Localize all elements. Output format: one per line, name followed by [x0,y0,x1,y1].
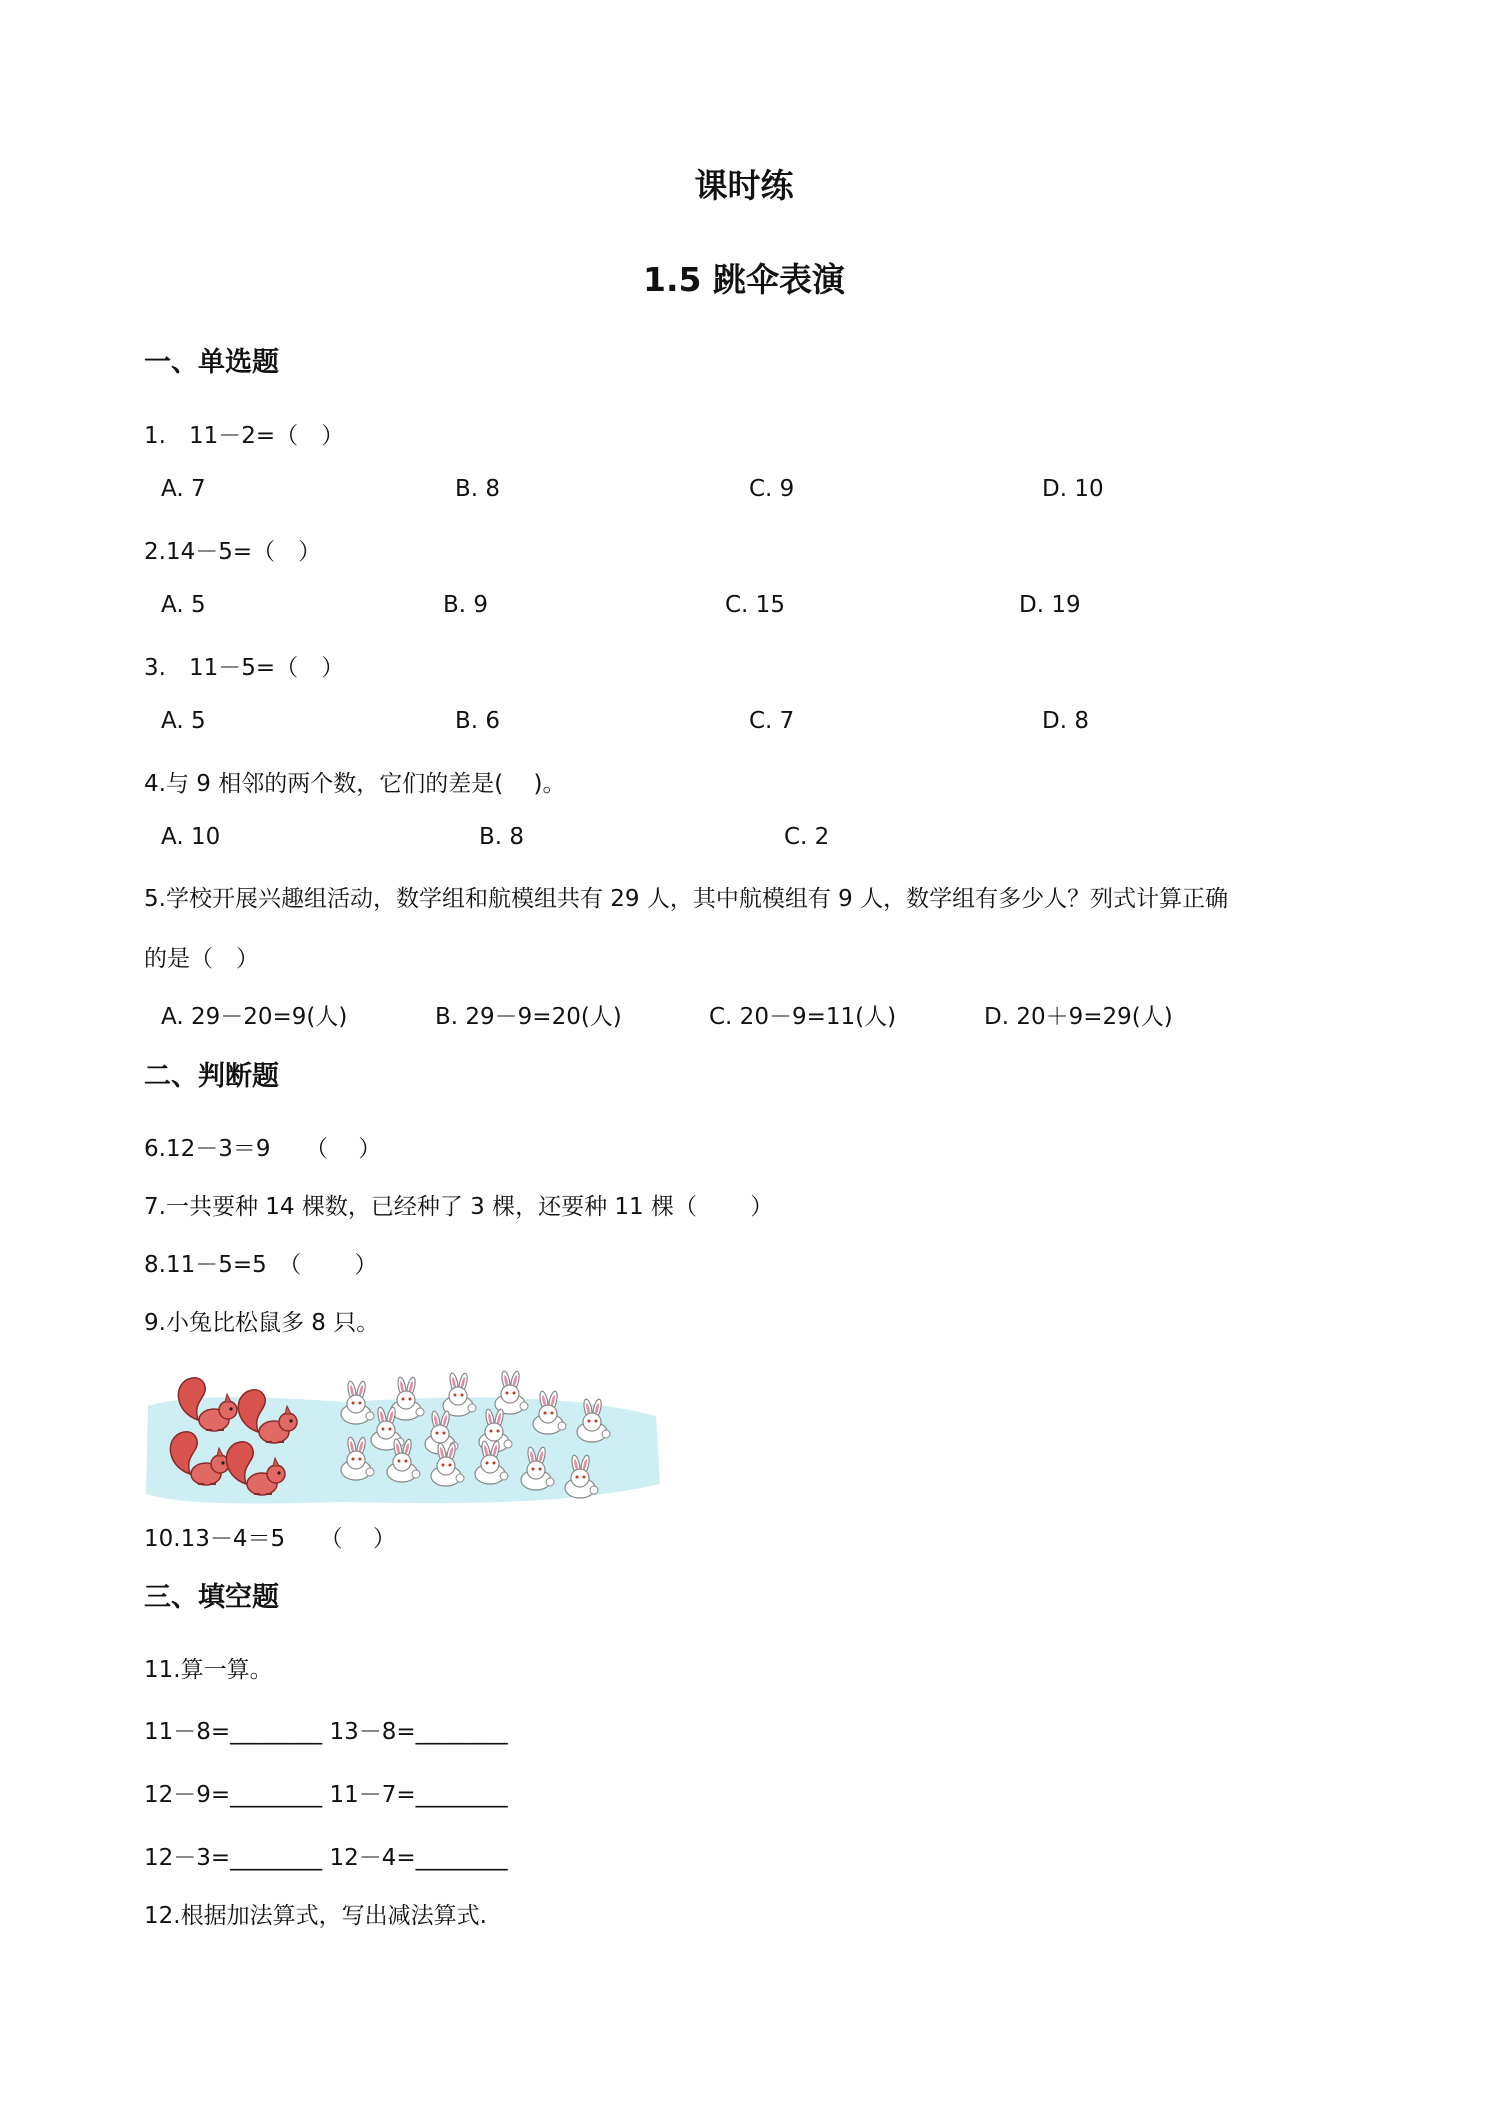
squirrels-rabbits-illustration [144,1366,664,1510]
q3-option-a: A. 5 [161,708,206,734]
question-9: 9.小兔比松鼠多 8 只。 [144,1310,380,1336]
section-single-choice: 一、单选题 [144,347,279,378]
q5-option-c: C. 20－9=11(人) [709,1004,897,1030]
question-1: 1. 11－2=（ ） [144,423,345,449]
question-5-line-2: 的是（ ） [144,946,259,972]
q3-option-b: B. 6 [455,708,501,734]
q1-option-b: B. 8 [455,476,501,502]
q2-option-b: B. 9 [443,592,489,618]
question-5-line-1: 5.学校开展兴趣组活动，数学组和航模组共有 29 人，其中航模组有 9 人，数学组有多少人？列式计算正确 [144,886,1229,912]
question-2: 2.14－5=（ ） [144,539,322,565]
section-true-false: 二、判断题 [144,1061,279,1092]
q3-option-d: D. 8 [1042,708,1089,734]
q5-option-a: A. 29－20=9(人) [161,1004,348,1030]
q11-row-1: 11－8=________ 13－8=________ [144,1719,508,1745]
q4-option-a: A. 10 [161,824,221,850]
q4-option-b: B. 8 [479,824,525,850]
question-8: 8.11－5=5 （ ） [144,1252,378,1278]
page-title: 课时练 [694,166,794,205]
q2-option-c: C. 15 [725,592,785,618]
q4-option-c: C. 2 [784,824,830,850]
section-fill-in: 三、填空题 [144,1582,279,1613]
question-10: 10.13－4＝5 （ ） [144,1526,396,1552]
q5-option-b: B. 29－9=20(人) [435,1004,622,1030]
q3-option-c: C. 7 [749,708,795,734]
q1-option-c: C. 9 [749,476,795,502]
question-6: 6.12－3＝9 （ ） [144,1136,382,1162]
question-3: 3. 11－5=（ ） [144,655,345,681]
q2-option-d: D. 19 [1019,592,1081,618]
question-4: 4.与 9 相邻的两个数，它们的差是( )。 [144,771,566,797]
q2-option-a: A. 5 [161,592,206,618]
q11-row-2: 12－9=________ 11－7=________ [144,1782,508,1808]
question-11: 11.算一算。 [144,1657,273,1683]
q5-option-d: D. 20＋9=29(人) [984,1004,1173,1030]
q1-option-a: A. 7 [161,476,206,502]
question-7: 7.一共要种 14 棵数，已经种了 3 棵，还要种 11 棵（ ） [144,1194,774,1220]
question-12: 12.根据加法算式，写出减法算式. [144,1903,487,1929]
page-subtitle: 1.5 跳伞表演 [643,260,845,299]
q11-row-3: 12－3=________ 12－4=________ [144,1845,508,1871]
q1-option-d: D. 10 [1042,476,1104,502]
